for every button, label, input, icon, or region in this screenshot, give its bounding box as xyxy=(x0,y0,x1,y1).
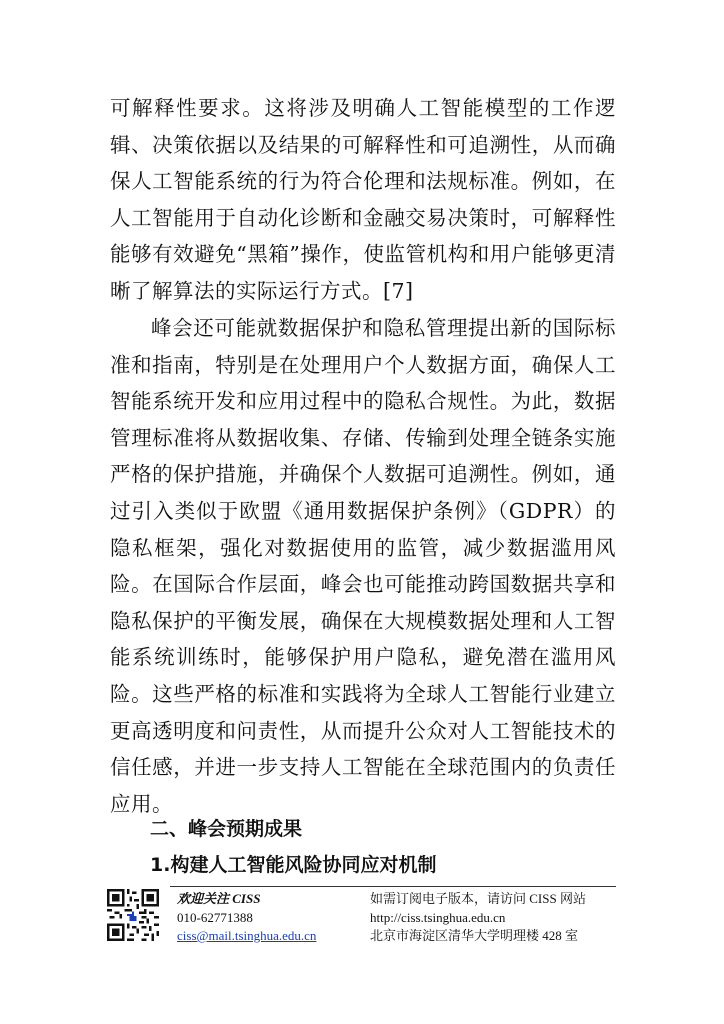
footer-subscribe-text: 如需订阅电子版本，请访问 CISS 网站 xyxy=(370,891,586,906)
footer-divider xyxy=(170,886,616,887)
body-paragraph-2: 峰会还可能就数据保护和隐私管理提出新的国际标准和指南，特别是在处理用户个人数据方面，确保人工智能系统开发和应用过程中的隐私合规性。为此，数据管理标准将从数据收集、存储、传输到处理全链条实施严格的保护措施，并确保个人数据可追溯性。例如，通过引入类似于欧盟《通用数据保护条例》（GDPR）的隐私框架，强化对数据使用的监管，减少数据滥用风险。在国际合作层面，峰会也可能推动跨国数据共享和隐私保护的平衡发展，确保在大规模数据处理和人工智能系统训练时，能够保护用户隐私，避免潜在滥用风险。这些严格的标准和实践将为全球人工智能行业建立更高透明度和问责性，从而提升公众对人工智能技术的信任感，并进一步支持人工智能在全球范围内的负责任应用。 xyxy=(110,316,616,816)
body-paragraph-1: 可解释性要求。这将涉及明确人工智能模型的工作逻辑、决策依据以及结果的可解释性和可追溯性，从而确保人工智能系统的行为符合伦理和法规标准。例如，在人工智能用于自动化诊断和金融交易决策时，可解释性能够有效避免“黑箱”操作，使监管机构和用户能够更清晰了解算法的实际运行方式。[7] xyxy=(110,96,616,303)
subsection-heading: 1.构建人工智能风险协同应对机制 xyxy=(150,854,437,876)
section-heading: 二、峰会预期成果 xyxy=(150,818,303,840)
footer-email-link[interactable]: ciss@mail.tsinghua.edu.cn xyxy=(177,928,317,943)
footer-follow-text: 欢迎关注 CISS xyxy=(177,891,261,906)
footer-phone: 010-62771388 xyxy=(177,910,253,925)
qr-code-icon xyxy=(107,889,159,941)
footer-address: 北京市海淀区清华大学明理楼 428 室 xyxy=(370,928,579,943)
footer-website-link[interactable]: http://ciss.tsinghua.edu.cn xyxy=(370,910,506,925)
